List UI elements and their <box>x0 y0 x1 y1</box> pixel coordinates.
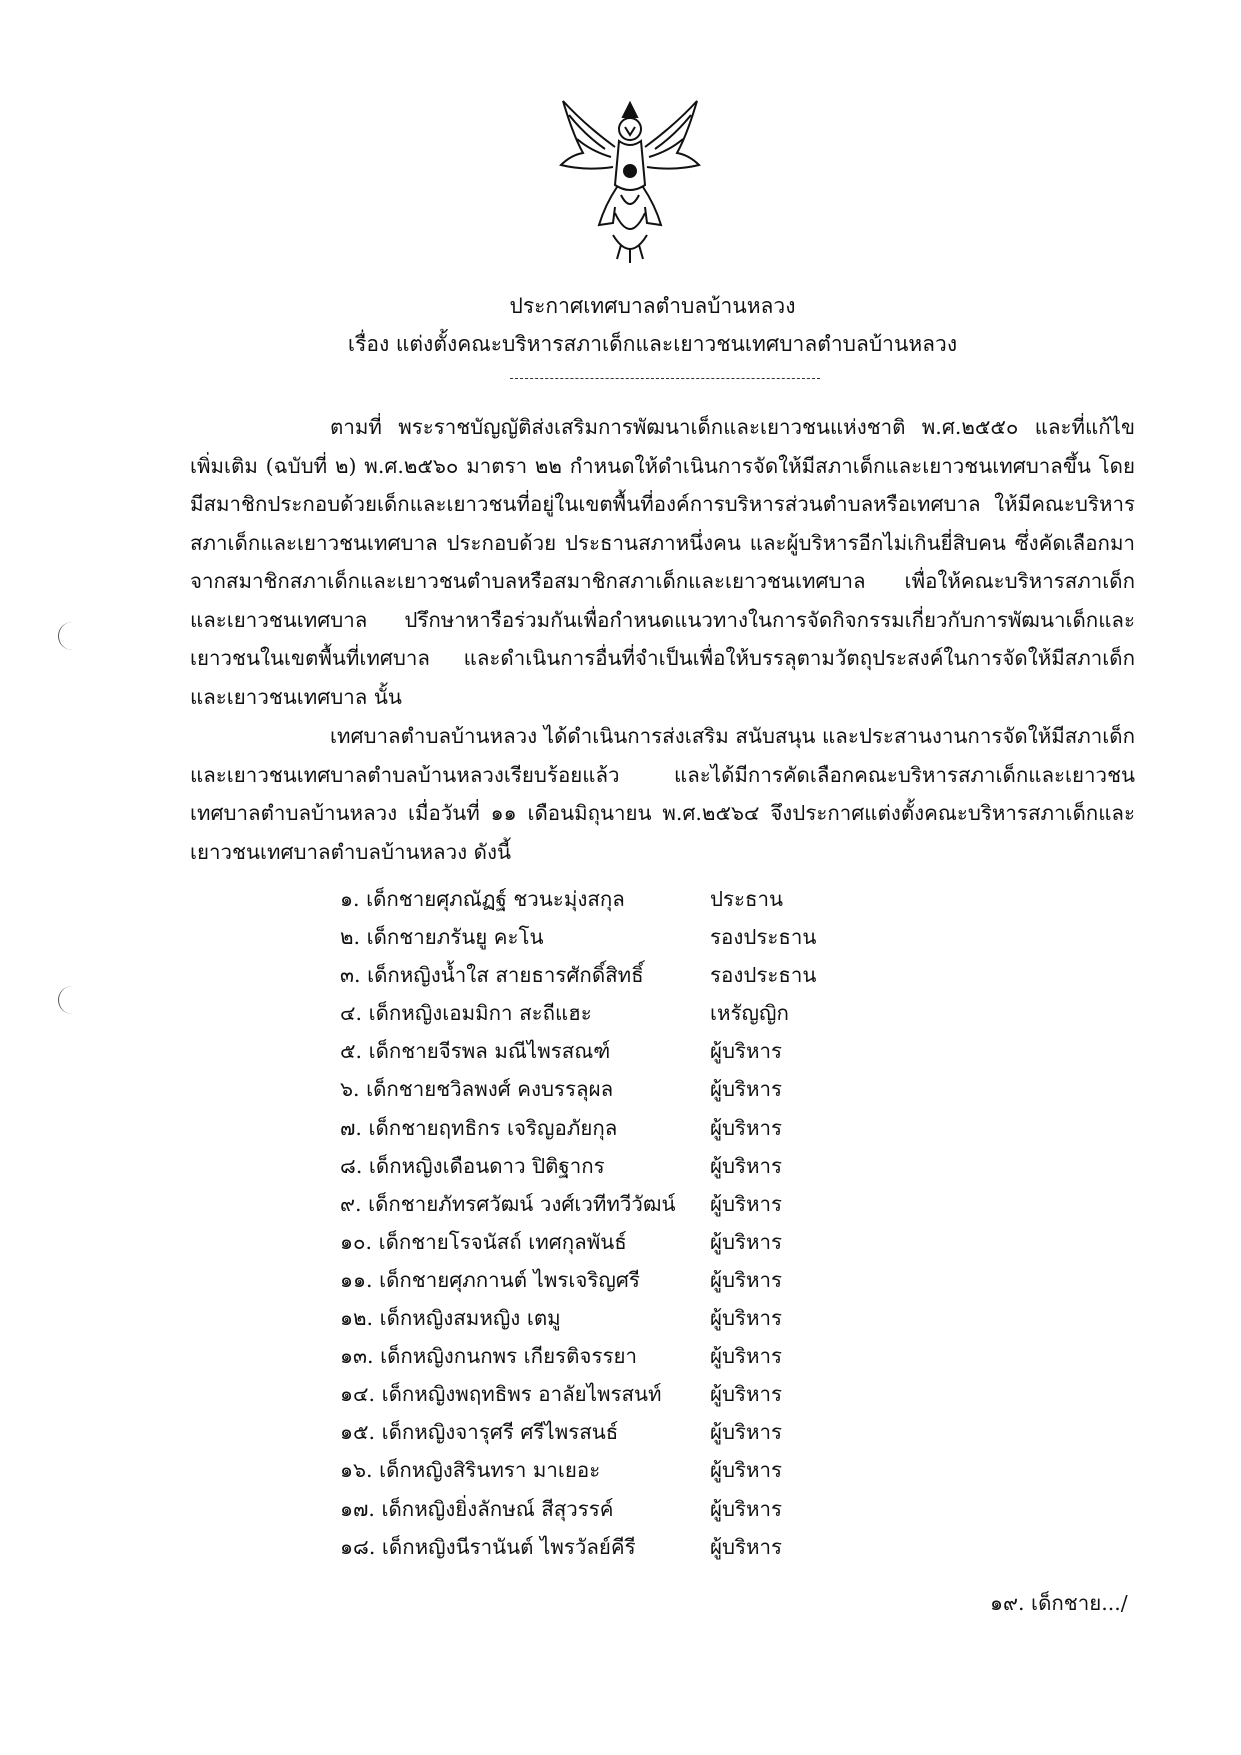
punch-hole-mark <box>58 622 73 650</box>
list-item <box>340 1413 900 1451</box>
item-number: ๕. <box>340 1039 363 1064</box>
member-position: ผู้บริหาร <box>710 1191 783 1216</box>
member-name: เด็กชายฤทธิกร เจริญอภัยกุล <box>368 1115 618 1140</box>
member-position: ผู้บริหาร <box>710 1420 783 1445</box>
member-position: ผู้บริหาร <box>710 1039 783 1064</box>
item-number: ๑๐. <box>340 1229 373 1254</box>
member-position: ผู้บริหาร <box>710 1077 783 1102</box>
item-number: ๑๔. <box>340 1382 376 1407</box>
member-name: เด็กชายจีรพล มณีไพรสณฑ์ <box>368 1039 611 1064</box>
member-name: เด็กชายโรจนัสถ์ เทศกุลพันธ์ <box>378 1229 627 1254</box>
item-number: ๑๑. <box>340 1267 373 1292</box>
page-title: ประกาศเทศบาลตำบลบ้านหลวง <box>509 294 796 318</box>
continuation-note: ๑๙. เด็กชาย.../ <box>990 1591 1128 1615</box>
item-number: ๗. <box>340 1115 362 1140</box>
list-item <box>340 880 900 918</box>
member-name: เด็กชายศุภณัฏฐ์ ชวนะมุ่งสกุล <box>366 887 625 911</box>
member-position: ผู้บริหาร <box>710 1153 783 1178</box>
item-number: ๘. <box>340 1153 363 1178</box>
member-position: ผู้บริหาร <box>710 1306 783 1331</box>
member-name: เด็กหญิงเดือนดาว ปิติฐากร <box>368 1153 605 1178</box>
list-item <box>340 1147 900 1185</box>
item-number: ๔. <box>340 1001 363 1026</box>
member-position: ผู้บริหาร <box>710 1115 783 1140</box>
punch-hole-mark <box>58 986 73 1014</box>
member-name: เด็กหญิงสมหญิง เตมู <box>379 1306 561 1331</box>
list-item <box>340 994 900 1032</box>
member-name: เด็กหญิงนีรานันต์ ไพรวัลย์คีรี <box>381 1534 636 1559</box>
item-number: ๒. <box>340 925 361 950</box>
member-position: รองประธาน <box>710 925 817 950</box>
list-item <box>340 1451 900 1489</box>
item-number: ๑. <box>340 887 360 911</box>
member-list <box>340 880 900 1566</box>
member-position: ประธาน <box>710 887 784 911</box>
garuda-emblem-icon <box>555 95 705 265</box>
list-item <box>340 918 900 956</box>
item-number: ๑๓. <box>340 1344 374 1369</box>
item-number: ๑๕. <box>340 1420 376 1445</box>
member-position: เหรัญญิก <box>710 1001 789 1026</box>
member-name: เด็กหญิงจารุศรี ศรีไพรสนธ์ <box>381 1420 619 1445</box>
member-position: ผู้บริหาร <box>710 1496 783 1521</box>
list-item <box>340 1032 900 1070</box>
item-number: ๙. <box>340 1191 362 1216</box>
item-number: ๑๗. <box>340 1496 375 1521</box>
member-name: เด็กหญิงสิรินทรา มาเยอะ <box>379 1458 601 1483</box>
list-item <box>340 956 900 994</box>
member-position: ผู้บริหาร <box>710 1267 783 1292</box>
item-number: ๓. <box>340 963 361 988</box>
list-item <box>340 1490 900 1528</box>
member-name: เด็กชายภัทรศวัฒน์ วงศ์เวทีทวีวัฒน์ <box>368 1191 676 1216</box>
member-name: เด็กชายศุภกานต์ ไพรเจริญศรี <box>379 1267 640 1292</box>
subject-line: เรื่อง แต่งตั้งคณะบริหารสภาเด็กและเยาวชนเทศบาลตำบลบ้านหลวง <box>347 332 958 356</box>
list-item <box>340 1528 900 1566</box>
member-position: รองประธาน <box>710 963 817 988</box>
list-item <box>340 1337 900 1375</box>
list-item <box>340 1109 900 1147</box>
member-name: เด็กชายชวิลพงศ์ คงบรรลุผล <box>366 1077 614 1102</box>
member-name: เด็กชายภรันยู คะโน <box>366 925 544 950</box>
item-number: ๑๘. <box>340 1534 376 1559</box>
list-item <box>340 1070 900 1108</box>
item-number: ๖. <box>340 1077 360 1102</box>
list-item <box>340 1261 900 1299</box>
member-name: เด็กหญิงเอมมิกา สะถีแฮะ <box>368 1001 592 1026</box>
member-name: เด็กหญิงน้ำใส สายธารศักดิ์สิทธิ์ <box>367 963 644 988</box>
paragraph-1: ตามที่ พระราชบัญญัติส่งเสริมการพัฒนาเด็กและเยาวชนแห่งชาติ พ.ศ.๒๕๕๐ และที่แก้ไขเพิ่มเติม (ฉบับที่ ๒) พ.ศ.๒๕๖๐ มาตรา ๒๒ กำหนดให้ดำเนินการจัดให้มีสภาเด็กและเยาวชนเทศบาลขึ้น โดยมีสมาชิกประกอบด้วยเด็กและเยาวชนที่อยู่ในเขตพื้นที่องค์การบริหารส่วนตำบลหรือเทศบาล ให้มีคณะบริหารสภาเด็กและเยาวชนเทศบาล ประกอบด้วย ประธานสภาหนึ่งคน และผู้บริหารอีกไม่เกินยี่สิบคน ซึ่งคัดเลือกมาจากสมาชิกสภาเด็กและเยาวชนตำบลหรือสมาชิกสภาเด็กและเยาวชนเทศบาล เพื่อให้คณะบริหารสภาเด็กและเยาวชนเทศบาล ปรึกษาหารือร่วมกันเพื่อกำหนดแนวทางในการจัดกิจกรรมเกี่ยวกับการพัฒนาเด็กและเยาวชนในเขตพื้นที่เทศบาล และดำเนินการอื่นที่จำเป็นเพื่อให้บรรลุตามวัตถุประสงค์ในการจัดให้มีสภาเด็กและเยาวชนเทศบาล นั้น <box>190 415 1135 709</box>
list-item <box>340 1299 900 1337</box>
member-position: ผู้บริหาร <box>710 1382 783 1407</box>
list-item <box>340 1375 900 1413</box>
item-number: ๑๒. <box>340 1306 374 1331</box>
list-item <box>340 1223 900 1261</box>
list-item <box>340 1185 900 1223</box>
member-position: ผู้บริหาร <box>710 1344 783 1369</box>
member-name: เด็กหญิงกนกพร เกียรติจรรยา <box>380 1344 637 1369</box>
member-position: ผู้บริหาร <box>710 1458 783 1483</box>
member-name: เด็กหญิงพฤทธิพร อาลัยไพรสนท์ <box>381 1382 662 1407</box>
member-position: ผู้บริหาร <box>710 1229 783 1254</box>
member-name: เด็กหญิงยิ่งลักษณ์ สีสุวรรค์ <box>381 1496 614 1521</box>
divider <box>510 378 820 379</box>
item-number: ๑๖. <box>340 1458 373 1483</box>
member-position: ผู้บริหาร <box>710 1534 783 1559</box>
paragraph-2: เทศบาลตำบลบ้านหลวง ได้ดำเนินการส่งเสริม สนับสนุน และประสานงานการจัดให้มีสภาเด็กและเยาวชนเทศบาลตำบลบ้านหลวงเรียบร้อยแล้ว และได้มีการคัดเลือกคณะบริหารสภาเด็กและเยาวชนเทศบาลตำบลบ้านหลวง เมื่อวันที่ ๑๑ เดือนมิถุนายน พ.ศ.๒๕๖๔ จึงประกาศแต่งตั้งคณะบริหารสภาเด็กและเยาวชนเทศบาลตำบลบ้านหลวง ดังนี้ <box>190 724 1135 864</box>
